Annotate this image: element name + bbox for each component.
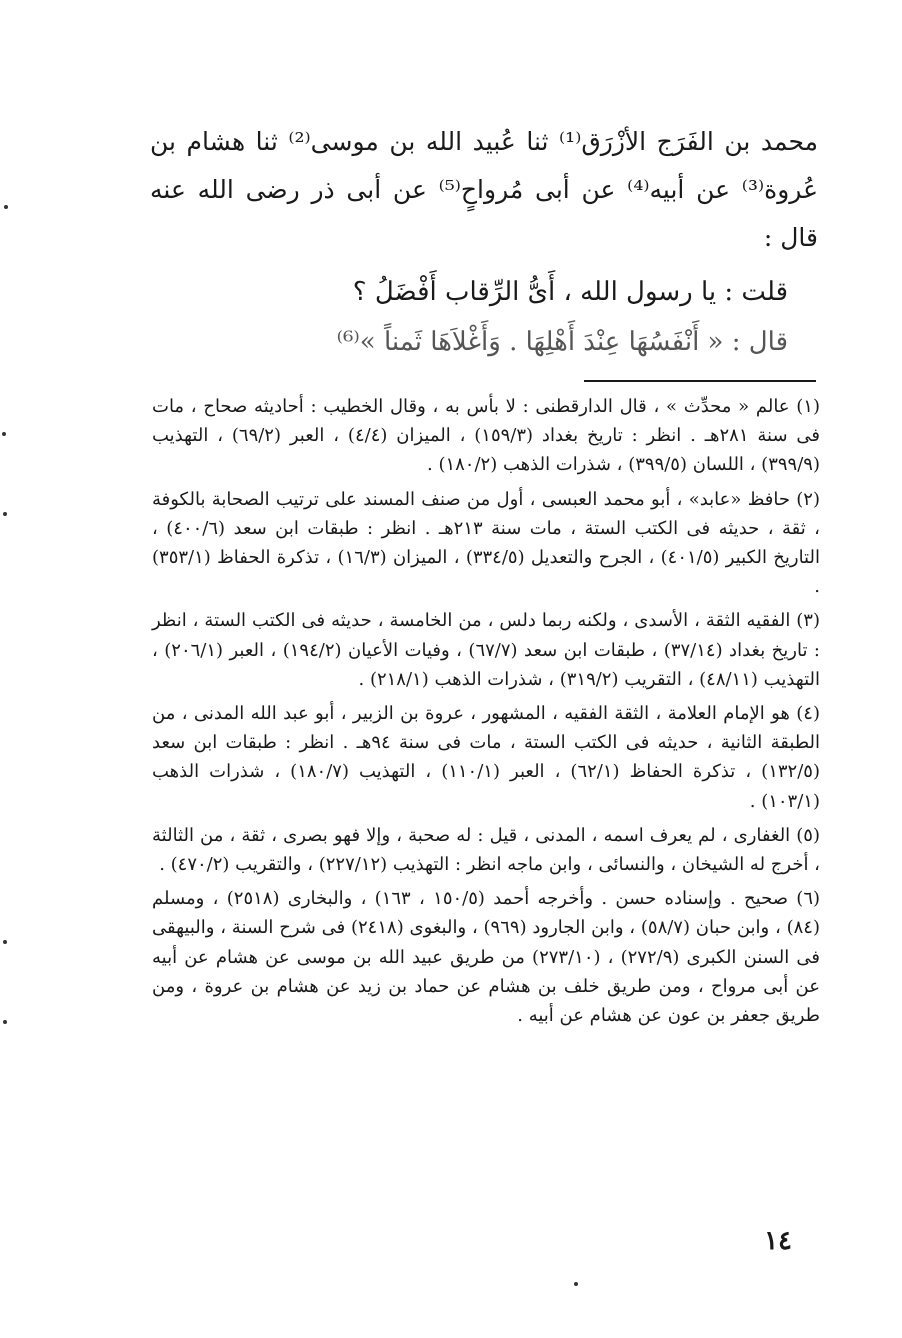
footnote-4: (٤) هو الإمام العلامة ، الثقة الفقيه ، المشهور ، عروة بن الزبير ، أبو عبد الله المدنى ، من الطبقة الثانية ، حديثه فى الكتب الستة ، مات فى سنة ٩٤هـ . انظر : طبقات ابن سعد (١٣٢/٥) ، تذكرة الحفاظ (٦٢/١) ، العبر (١١٠/١) ، التهذيب (١٨٠/٧) ، شذرات الذهب (١٠٣/١) . bbox=[152, 703, 821, 812]
hadith-text bbox=[150, 118, 818, 262]
scan-speck bbox=[4, 205, 8, 209]
footnote-2: (٢) حافظ «عابد» ، أبو محمد العبسى ، أول من صنف المسند على ترتيب الصحابة بالكوفة ، ثقة ، حديثه فى الكتب الستة ، مات سنة ٢١٣هـ . انظر : طبقات ابن سعد (٤٠٠/٦) ، التاريخ الكبير (٤٠١/٥) ، الجرح والتعديل (٣٣٤/٥) ، الميزان (١٦/٣) ، تذكرة الحفاظ (٣٥٣/١) . bbox=[152, 488, 820, 598]
footnotes bbox=[152, 392, 820, 1035]
scan-speck bbox=[3, 512, 7, 516]
scan-speck bbox=[2, 432, 6, 436]
scan-speck bbox=[574, 1282, 578, 1286]
page-number: ١٤ bbox=[764, 1226, 792, 1256]
hadith-question: قلت : يا رسول الله ، أَىُّ الرِّقاب أَفْضَلُ ؟ bbox=[352, 277, 788, 307]
scan-speck bbox=[3, 940, 7, 944]
footnote-6: (٦) صحيح . وإسناده حسن . وأخرجه أحمد (١٥٠/٥ ، ١٦٣) ، والبخارى (٢٥١٨) ، ومسلم (٨٤) ، وابن حبان (٥٨/٧) ، وابن الجارود (٩٦٩) ، والبغوى (٢٤١٨) فى شرح السنة ، والبيهقى فى السنن الكبرى (٢٧٢/٩) ، (٢٧٣/١٠) من طريق عبيد الله بن موسى عن هشام عن أبيه عن أبى مرواح ، ومن طريق خلف بن هشام عن حماد بن زيد عن هشام بن عروة ، ومن طريق جعفر بن عون عن هشام عن أبيه . bbox=[152, 888, 821, 1027]
isnad-paragraph: محمد بن الفَرَج الأزْرَق⁽¹⁾ ثنا عُبيد الله بن موسى⁽²⁾ ثنا هشام بن عُروة⁽³⁾ عن أبيه⁽⁴⁾ عن أبى مُرواحٍ⁽⁵⁾ عن أبى ذر رضى الله عنه قال : bbox=[150, 127, 818, 252]
footnote-3: (٣) الفقيه الثقة ، الأسدى ، ولكنه ربما دلس ، من الخامسة ، حديثه فى الكتب الستة ، انظر : تاريخ بغداد (٣٧/١٤) ، طبقات ابن سعد (٦٧/٧) ، وفيات الأعيان (١٩٤/٢) ، العبر (٢٠٦/١) ، التهذيب (٤٨/١١) ، التقريب (٣١٩/٢) ، شذرات الذهب (٢١٨/١) . bbox=[152, 610, 820, 690]
scan-speck bbox=[3, 1020, 7, 1024]
footnote-5: (٥) الغفارى ، لم يعرف اسمه ، المدنى ، قيل : له صحبة ، وإلا فهو بصرى ، ثقة ، من الثالثة ، أخرج له الشيخان ، والنسائى ، وابن ماجه انظر : التهذيب (٢٢٧/١٢) ، والتقريب (٤٧٠/٢) . bbox=[152, 824, 820, 876]
footnote-separator bbox=[584, 380, 816, 382]
footnote-1: (١) عالم « محدِّث » ، قال الدارقطنى : لا بأس به ، وقال الخطيب : أحاديثه صحاح ، مات فى سنة ٢٨١هـ . انظر : تاريخ بغداد (١٥٩/٣) ، الميزان (٤/٤) ، العبر (٦٩/٢) ، التهذيب (٣٩٩/٩) ، اللسان (٣٩٩/٥) ، شذرات الذهب (١٨٠/٢) . bbox=[152, 396, 820, 476]
hadith-answer: قال : « أَنْفَسُهَا عِنْدَ أَهْلِهَا . وَأَغْلاَهَا ثَمناً »⁽⁶⁾ bbox=[336, 327, 788, 357]
